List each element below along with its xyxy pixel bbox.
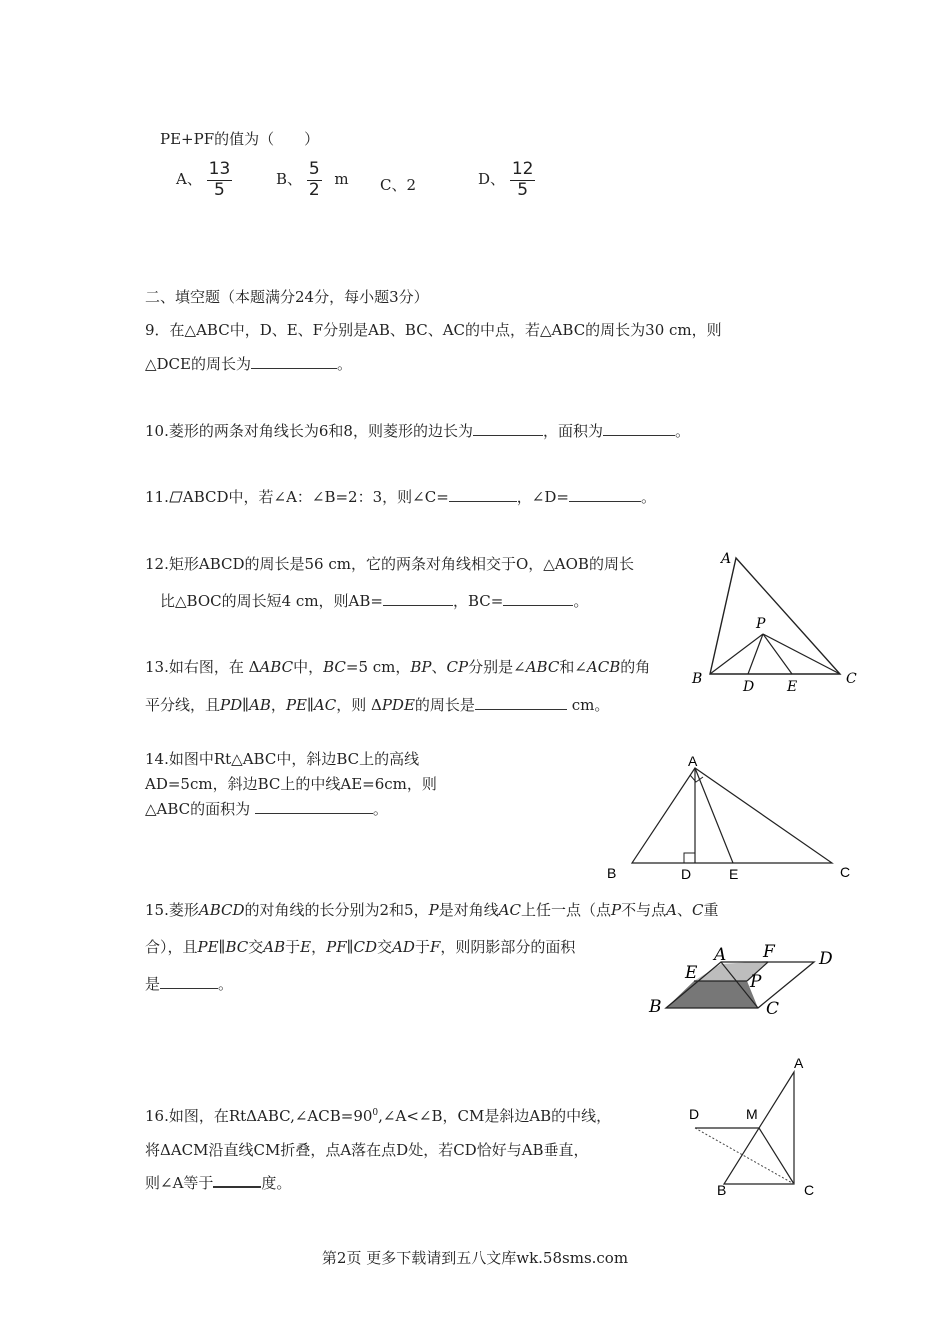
- t: PDE: [381, 696, 415, 714]
- q8-option-b: [276, 160, 349, 200]
- segment-cp: [763, 634, 840, 674]
- answer-blank[interactable]: [449, 488, 517, 502]
- q13-figure: [688, 548, 868, 698]
- q15-line2: [145, 936, 575, 957]
- label-a: A: [794, 1055, 804, 1071]
- label-b: B: [717, 1182, 727, 1198]
- option-label: D、: [478, 170, 506, 189]
- page-footer: 第2页 更多下载请到五八文库wk.58sms.com: [321, 1249, 629, 1267]
- label-p: P: [750, 972, 762, 992]
- q8-option-a: [176, 160, 232, 200]
- label-b: B: [692, 671, 703, 687]
- t: PF∥CD: [326, 938, 378, 956]
- right-angle-mark: [684, 853, 695, 863]
- t: 和∠: [559, 658, 587, 676]
- median-cm: [759, 1128, 794, 1184]
- answer-blank[interactable]: [383, 592, 453, 606]
- q11-text: ABCD中，若∠A：∠B=2：3，则∠C=: [182, 488, 449, 506]
- q10-end: 。: [674, 422, 690, 440]
- t: 于: [414, 938, 430, 956]
- q15-line1: [145, 899, 719, 920]
- label-b: B: [607, 865, 617, 881]
- t: ACB: [586, 658, 621, 676]
- t: ，: [270, 696, 286, 714]
- t: 16.如图，在RtΔABC,∠ACB=90: [145, 1107, 373, 1125]
- t: 。: [218, 975, 234, 993]
- answer-blank[interactable]: [213, 1173, 261, 1188]
- t: F: [429, 938, 441, 956]
- parallelogram-icon: [169, 491, 183, 503]
- triangle-abc: [632, 768, 832, 863]
- t: 合），且: [145, 938, 198, 956]
- q12-text: 比△BOC的周长短4 cm，则AB=: [160, 592, 383, 610]
- t: A: [666, 901, 677, 919]
- q14-line2: AD=5cm，斜边BC上的中线AE=6cm，则: [145, 775, 437, 793]
- segment-dc: [695, 1128, 794, 1184]
- denominator: 2: [308, 179, 320, 200]
- label-a: A: [721, 551, 732, 567]
- q10-text-2: ，面积为: [542, 422, 603, 440]
- q10: [145, 420, 690, 441]
- q9-line1: 9．在△ABC中，D、E、F分别是AB、BC、AC的中点，若△ABC的周长为30 cm，则: [145, 321, 722, 339]
- t: 交: [248, 938, 264, 956]
- label-m: M: [746, 1106, 758, 1122]
- t: ，: [311, 938, 327, 956]
- right-angle-mark-a: [690, 775, 703, 782]
- t: 平分线，且: [145, 696, 221, 714]
- q10-text: 10.菱形的两条对角线长为6和8，则菱形的边长为: [145, 422, 473, 440]
- t: ，则阴影部分的面积: [440, 938, 576, 956]
- label-d: D: [819, 949, 833, 969]
- t: BP: [410, 658, 432, 676]
- answer-blank[interactable]: [473, 422, 543, 436]
- q11: [145, 486, 656, 507]
- t: ,∠A<∠B，CM是斜边AB的中线，: [378, 1107, 612, 1125]
- q12-line2: [160, 590, 588, 611]
- t: AD: [392, 938, 415, 956]
- label-c: C: [840, 864, 851, 880]
- t: CP: [446, 658, 469, 676]
- answer-blank[interactable]: [503, 592, 573, 606]
- q15-figure: [640, 938, 850, 1020]
- answer-blank[interactable]: [569, 488, 641, 502]
- denominator: 5: [517, 179, 529, 200]
- numerator: 12: [511, 159, 534, 179]
- label-c: C: [804, 1182, 815, 1198]
- t: ABC: [259, 658, 294, 676]
- median-ae: [695, 768, 733, 863]
- t: 的对角线的长分别为2和5，: [244, 901, 429, 919]
- label-p: P: [756, 616, 766, 632]
- label-d: D: [689, 1106, 700, 1122]
- t: 交: [377, 938, 393, 956]
- answer-blank[interactable]: [255, 800, 373, 814]
- option-label: B、: [276, 170, 303, 189]
- q11-text-2: ，∠D=: [516, 488, 569, 506]
- t: P: [428, 901, 439, 919]
- denominator: 5: [214, 179, 225, 200]
- t: P: [611, 901, 622, 919]
- t: PD∥AB: [220, 696, 271, 714]
- t: △ABC的面积为: [145, 800, 255, 818]
- q16-figure: [680, 1050, 830, 1205]
- label-e: E: [729, 866, 739, 882]
- option-label: A、: [176, 170, 202, 189]
- label-d: D: [681, 866, 692, 882]
- t: 的角: [620, 658, 651, 676]
- numerator: 13: [208, 159, 231, 179]
- fraction: [510, 160, 536, 200]
- q12-end: 。: [573, 592, 589, 610]
- t: 度。: [261, 1174, 292, 1192]
- q14-line1: 14.如图中Rt△ABC中，斜边BC上的高线: [145, 750, 420, 768]
- triangle-abc: [710, 558, 840, 674]
- t: =5 cm，: [345, 658, 411, 676]
- q16-line2: 将ΔACM沿直线CM折叠，点A落在点D处，若CD恰好与AB垂直，: [145, 1141, 589, 1159]
- q13-line2: [145, 694, 609, 715]
- t: BC: [323, 658, 346, 676]
- t: 、: [431, 658, 447, 676]
- q14-figure: [600, 750, 860, 885]
- label-e: E: [685, 963, 698, 983]
- shaded-region-lower: [666, 981, 758, 1008]
- t: C: [692, 901, 704, 919]
- t: AC: [498, 901, 522, 919]
- fraction: [307, 160, 322, 200]
- label-c: C: [766, 999, 780, 1019]
- label-c: C: [846, 671, 857, 687]
- t: 不与点: [621, 901, 667, 919]
- t: 中，: [293, 658, 324, 676]
- q8-option-c: C、2: [380, 176, 417, 194]
- t: 上任一点（点: [521, 901, 612, 919]
- label-b: B: [649, 997, 662, 1017]
- numerator: 5: [308, 159, 320, 179]
- t: 则∠A等于: [145, 1174, 214, 1192]
- q14-line3: [145, 798, 388, 819]
- q8-stem: PE+PF的值为（ ）: [160, 130, 320, 148]
- q8-option-d: [478, 160, 535, 200]
- t: PE∥AC: [285, 696, 337, 714]
- q11-number: 11.: [145, 488, 169, 506]
- t: 15.菱形: [145, 901, 199, 919]
- t: 重: [703, 901, 719, 919]
- t: AB: [263, 938, 286, 956]
- q9-line2: [145, 353, 352, 374]
- t: 分别是∠: [468, 658, 526, 676]
- segment-pe: [763, 634, 792, 674]
- t: 、: [676, 901, 692, 919]
- t: PE∥BC: [197, 938, 249, 956]
- q12-text-2: ，BC=: [452, 592, 504, 610]
- section-heading: 二、填空题（本题满分24分，每小题3分）: [145, 288, 429, 306]
- option-unit: m: [334, 170, 349, 189]
- label-d: D: [743, 679, 755, 695]
- q9-text: △DCE的周长为: [145, 355, 251, 373]
- t: ABC: [525, 658, 560, 676]
- label-e: E: [787, 679, 798, 695]
- t: ，则 Δ: [336, 696, 382, 714]
- answer-blank[interactable]: [475, 696, 567, 710]
- label-a: A: [714, 945, 727, 965]
- q11-end: 。: [640, 488, 656, 506]
- label-f: F: [763, 942, 775, 962]
- t: 。: [372, 800, 388, 818]
- q13-line1: [145, 656, 650, 677]
- q12-line1: 12.矩形ABCD的周长是56 cm，它的两条对角线相交于O，△AOB的周长: [145, 555, 634, 573]
- q16-line1: [145, 1105, 611, 1126]
- degree-superscript: 0: [372, 1108, 379, 1118]
- fraction: [207, 160, 233, 200]
- answer-blank[interactable]: [251, 355, 337, 369]
- t: 是: [145, 975, 161, 993]
- t: 13.如右图，在 Δ: [145, 658, 260, 676]
- t: cm。: [566, 696, 610, 714]
- answer-blank[interactable]: [160, 975, 218, 989]
- t: 是对角线: [438, 901, 499, 919]
- q15-line3: [145, 973, 233, 994]
- label-a: A: [688, 753, 698, 769]
- q9-end: 。: [337, 355, 353, 373]
- t: ABCD: [198, 901, 245, 919]
- t: 于: [285, 938, 301, 956]
- t: 的周长是: [414, 696, 475, 714]
- answer-blank[interactable]: [603, 422, 675, 436]
- q16-line3: [145, 1172, 291, 1193]
- t: E: [300, 938, 312, 956]
